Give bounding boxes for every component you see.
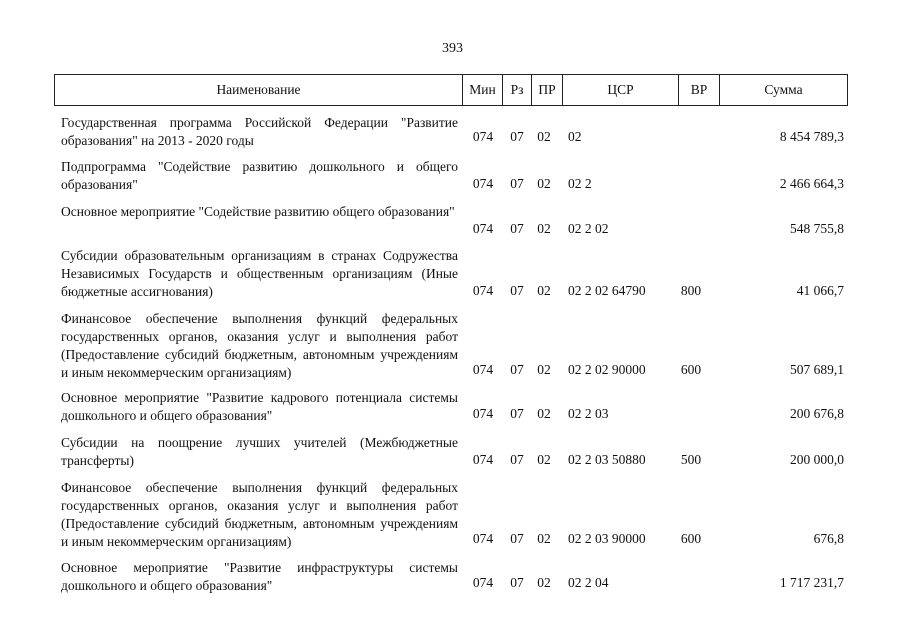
row-sum: 41 066,7 [796, 283, 844, 298]
header-csr: ЦСР [562, 75, 678, 105]
row-name: Государственная программа Российской Федерации "Развитие образования" на 2013 - 2020 годы [61, 115, 458, 148]
row-min: 074 [472, 452, 494, 467]
table-header [54, 74, 848, 106]
row-vr: 600 [680, 362, 702, 377]
row-csr: 02 2 02 64790 [568, 283, 646, 298]
row-pr: 02 [537, 283, 551, 298]
row-sum: 1 717 231,7 [779, 575, 844, 590]
row-name: Основное мероприятие "Развитие кадрового потенциала системы дошкольного и общего образования" [61, 390, 458, 423]
row-vr: 500 [680, 452, 702, 467]
row-rz: 07 [510, 129, 524, 144]
row-csr: 02 2 03 [568, 406, 609, 421]
row-pr: 02 [537, 176, 551, 191]
row-pr: 02 [537, 129, 551, 144]
row-vr: 600 [680, 531, 702, 546]
row-pr: 02 [537, 362, 551, 377]
row-min: 074 [472, 362, 494, 377]
header-vr: ВР [678, 75, 719, 105]
row-pr: 02 [537, 406, 551, 421]
row-pr: 02 [537, 221, 551, 236]
row-sum: 548 755,8 [790, 221, 844, 236]
row-csr: 02 2 03 90000 [568, 531, 646, 546]
row-rz: 07 [510, 575, 524, 590]
row-csr: 02 2 03 50880 [568, 452, 646, 467]
row-sum: 8 454 789,3 [779, 129, 844, 144]
row-name: Субсидии образовательным организациям в странах Содружества Независимых Государств и общественным организациям (Иные бюджетные ассигнования) [61, 248, 458, 299]
row-csr: 02 2 [568, 176, 592, 191]
row-csr: 02 [568, 129, 582, 144]
row-sum: 2 466 664,3 [779, 176, 844, 191]
row-min: 074 [472, 283, 494, 298]
row-min: 074 [472, 531, 494, 546]
header-pr: ПР [531, 75, 562, 105]
header-rz: Рз [502, 75, 531, 105]
header-name: Наименование [216, 82, 301, 97]
row-min: 074 [472, 176, 494, 191]
row-pr: 02 [537, 531, 551, 546]
row-rz: 07 [510, 406, 524, 421]
row-name: Основное мероприятие "Развитие инфраструктуры системы дошкольного и общего образования" [61, 560, 458, 593]
row-sum: 507 689,1 [790, 362, 844, 377]
row-csr: 02 2 02 90000 [568, 362, 646, 377]
page-number: 393 [442, 41, 463, 56]
row-sum: 200 000,0 [790, 452, 844, 467]
row-sum: 676,8 [813, 531, 844, 546]
row-csr: 02 2 04 [568, 575, 609, 590]
header-min: Мин [462, 75, 502, 105]
row-rz: 07 [510, 531, 524, 546]
row-name: Финансовое обеспечение выполнения функций федеральных государственных органов, оказания услуг и выполнения работ (Предоставление субсидий бюджетным, автономным учреждениям и иным некоммерческим организациям) [61, 480, 458, 549]
header-sum: Сумма [719, 75, 847, 105]
row-sum: 200 676,8 [790, 406, 844, 421]
row-rz: 07 [510, 176, 524, 191]
row-min: 074 [472, 129, 494, 144]
row-min: 074 [472, 575, 494, 590]
row-pr: 02 [537, 452, 551, 467]
row-name: Субсидии на поощрение лучших учителей (Межбюджетные трансферты) [61, 435, 458, 468]
row-rz: 07 [510, 221, 524, 236]
row-min: 074 [472, 221, 494, 236]
row-pr: 02 [537, 575, 551, 590]
row-name: Подпрограмма "Содействие развитию дошкольного и общего образования" [61, 159, 458, 192]
row-name: Финансовое обеспечение выполнения функций федеральных государственных органов, оказания услуг и выполнения работ (Предоставление субсидий бюджетным, автономным учреждениям и иным некоммерческим организациям) [61, 311, 458, 380]
row-rz: 07 [510, 283, 524, 298]
row-rz: 07 [510, 362, 524, 377]
row-csr: 02 2 02 [568, 221, 609, 236]
row-vr: 800 [680, 283, 702, 298]
row-name: Основное мероприятие "Содействие развитию общего образования" [61, 204, 455, 219]
row-min: 074 [472, 406, 494, 421]
row-rz: 07 [510, 452, 524, 467]
